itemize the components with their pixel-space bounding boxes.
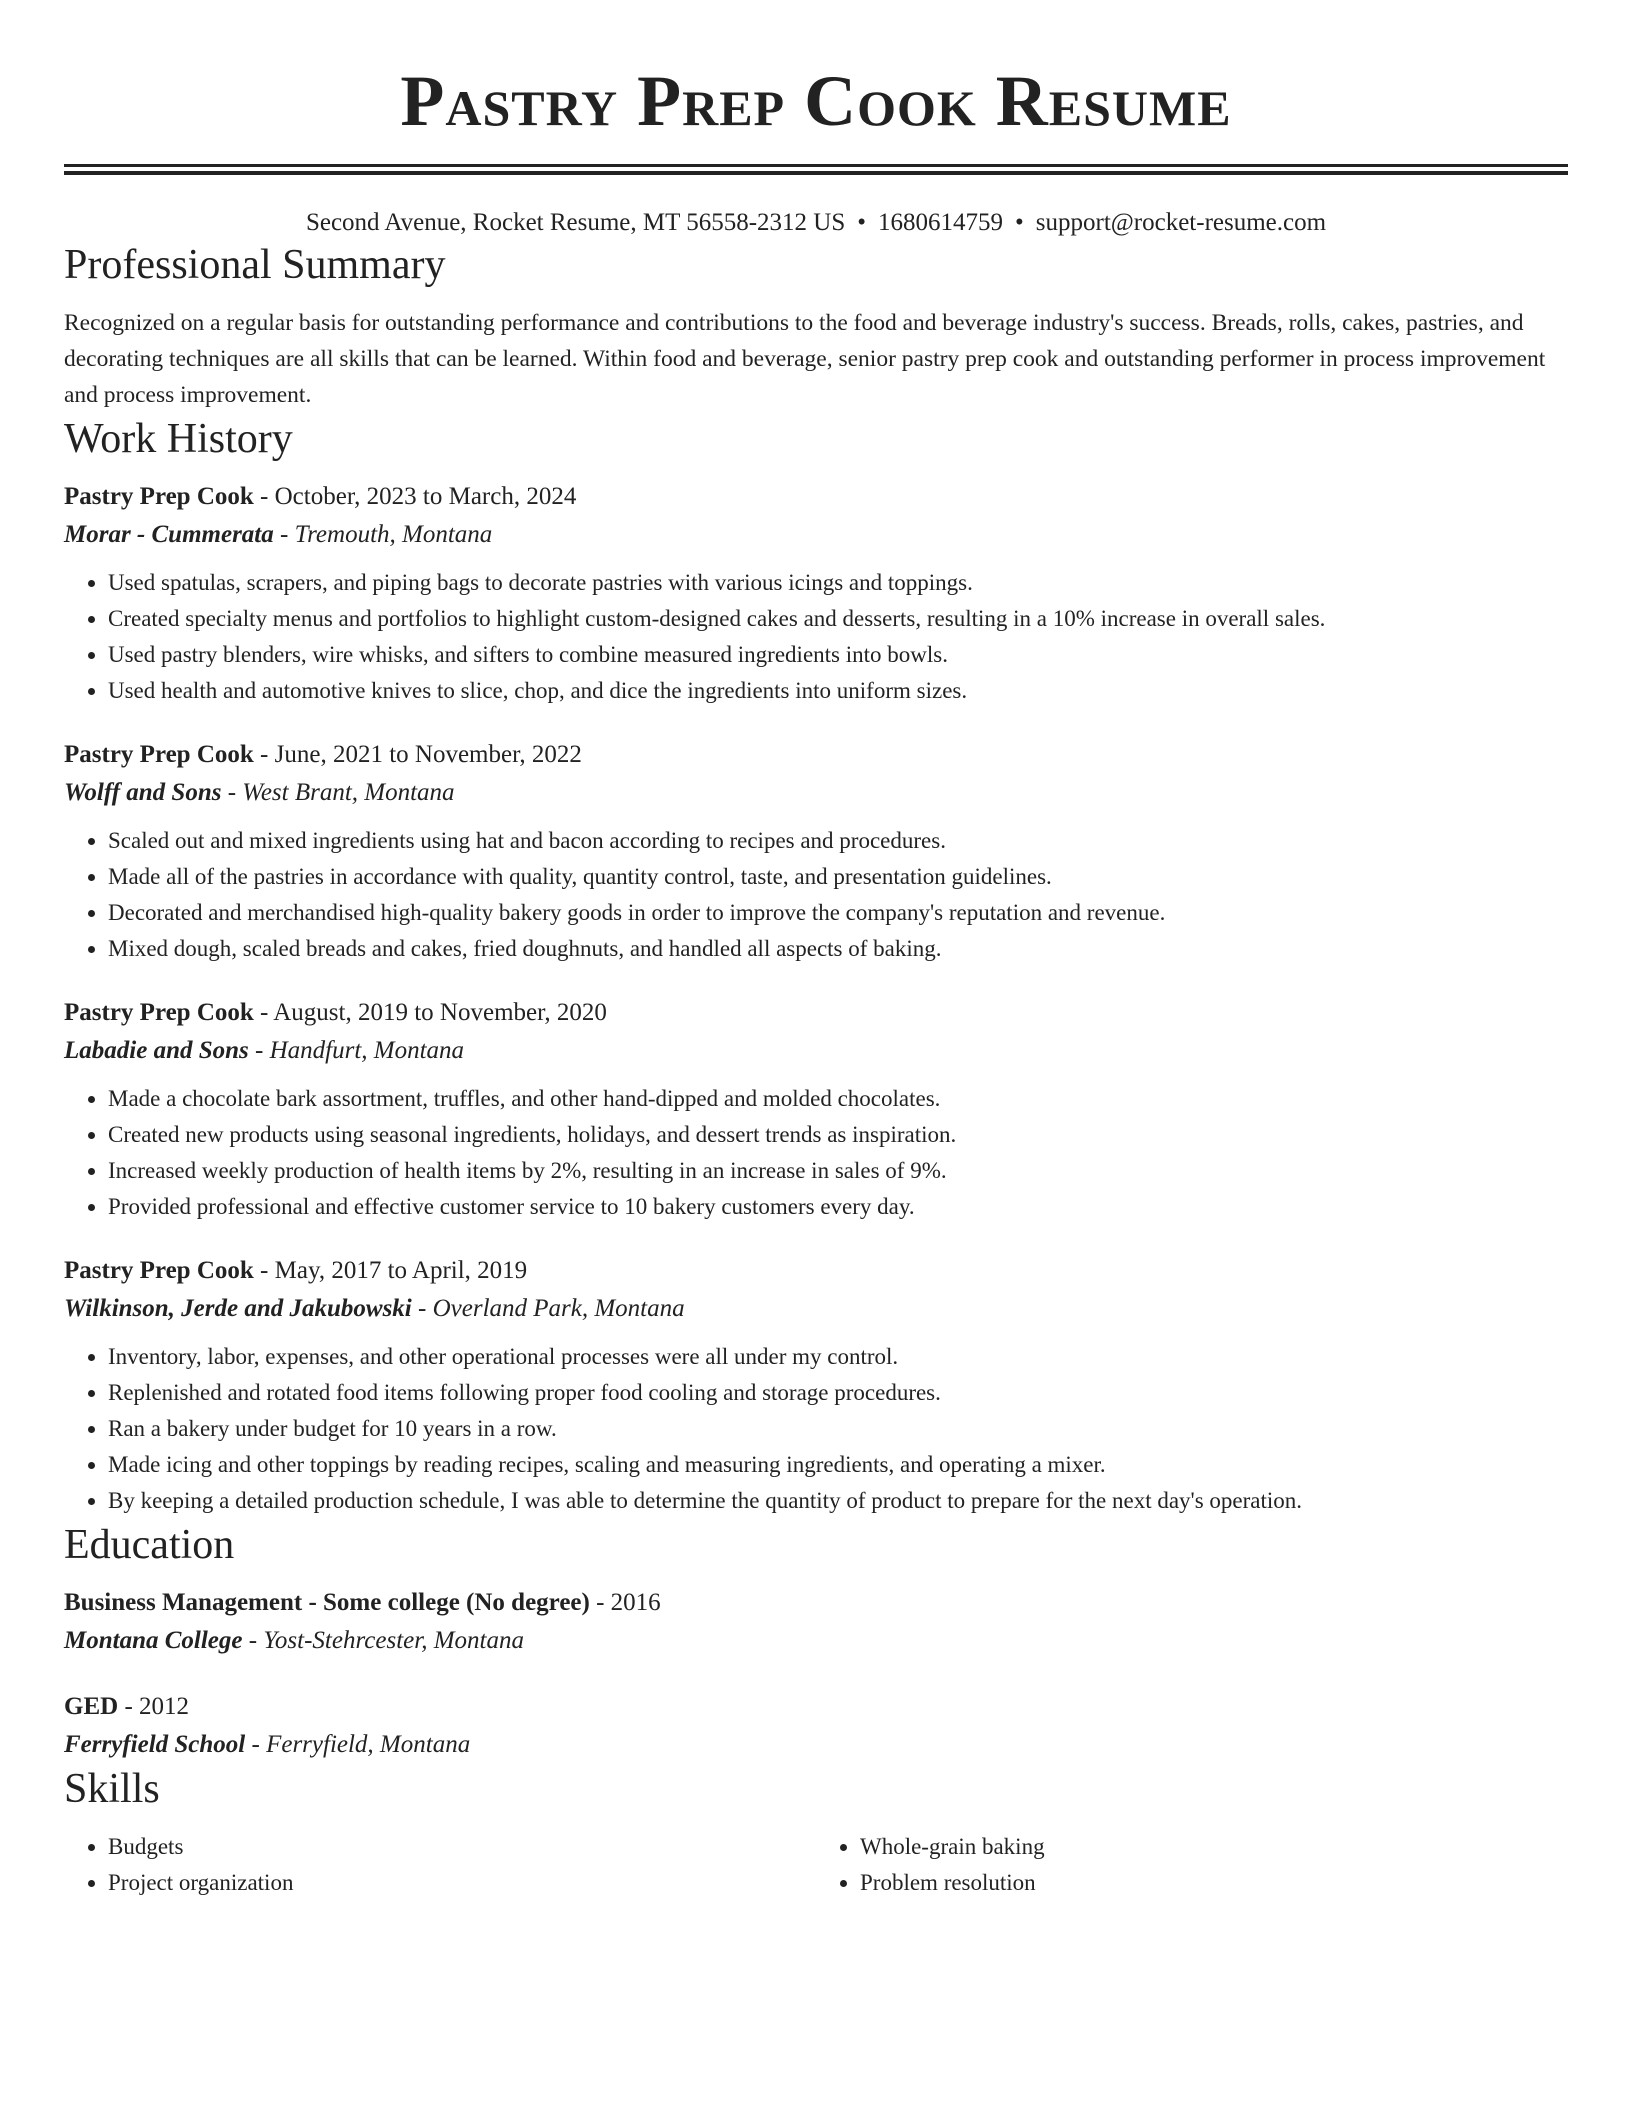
education-year: - 2016 [589, 1589, 661, 1616]
education-entry [64, 1585, 1568, 1659]
skills-heading: Skills [64, 1766, 160, 1812]
education-location: - Yost-Stehrcester, Montana [242, 1627, 524, 1654]
summary-text: Recognized on a regular basis for outstanding performance and contributions to the food and beverage industry's success. Breads, rolls, cakes, pastries, and decorating techniques are all skills that can be learned. Within food and beverage, senior pastry prep cook and outstanding performer in process improvement and process improvement. [64, 310, 1546, 408]
job-dates: - June, 2021 to November, 2022 [253, 741, 582, 768]
job-bullet: • Provided professional and effective customer service to 10 bakery customers every day. [108, 1189, 1568, 1225]
education-school-line [64, 1623, 1568, 1659]
job-bullet: • Created specialty menus and portfolios to highlight custom-designed cakes and desserts, resulting in a 10% increase in overall sales. [108, 601, 1568, 637]
job-title-line [64, 479, 1568, 515]
job-company: Labadie and Sons [64, 1037, 249, 1064]
job-bullet: • Inventory, labor, expenses, and other operational processes were all under my control. [108, 1339, 1568, 1375]
job-title-line [64, 995, 1568, 1031]
title-divider [64, 164, 1568, 175]
skill-item: • Problem resolution [860, 1865, 1568, 1901]
job-title: Pastry Prep Cook [64, 741, 254, 768]
job-entry [64, 995, 1568, 1225]
contact-address: Second Avenue, Rocket Resume, MT 56558-2312 US [305, 209, 846, 236]
contact-line [64, 207, 1568, 239]
job-company: Morar - Cummerata [64, 521, 274, 548]
education-year: - 2012 [118, 1693, 190, 1720]
job-dates: - August, 2019 to November, 2020 [253, 999, 607, 1026]
education-degree-line [64, 1585, 1568, 1621]
job-location: - Tremouth, Montana [273, 521, 493, 548]
work-history-heading: Work History [64, 416, 293, 462]
summary-heading: Professional Summary [64, 242, 446, 288]
job-entry [64, 479, 1568, 709]
job-location: - West Brant, Montana [221, 779, 455, 806]
job-bullet: • Mixed dough, scaled breads and cakes, fried doughnuts, and handled all aspects of baking. [108, 931, 1568, 967]
job-title: Pastry Prep Cook [64, 1257, 254, 1284]
job-company: Wolff and Sons [64, 779, 222, 806]
job-bullet: • Made all of the pastries in accordance with quality, quantity control, taste, and presentation guidelines. [108, 859, 1568, 895]
job-bullet: • Used spatulas, scrapers, and piping bags to decorate pastries with various icings and toppings. [108, 565, 1568, 601]
job-company-line [64, 1033, 1568, 1069]
education-location: - Ferryfield, Montana [245, 1731, 471, 1758]
job-company-line [64, 775, 1568, 811]
skill-item: • Whole-grain baking [860, 1829, 1568, 1865]
job-dates: - October, 2023 to March, 2024 [253, 483, 577, 510]
skill-item: • Budgets [108, 1829, 816, 1865]
job-bullets [64, 823, 1568, 967]
job-title-line [64, 1253, 1568, 1289]
job-location: - Handfurt, Montana [248, 1037, 465, 1064]
job-bullet: • Ran a bakery under budget for 10 years in a row. [108, 1411, 1568, 1447]
resume-title: Pastry Prep Cook Resume [400, 61, 1232, 141]
contact-separator: • [1015, 209, 1024, 236]
job-title: Pastry Prep Cook [64, 999, 254, 1026]
contact-separator: • [857, 209, 866, 236]
job-bullets [64, 1339, 1568, 1519]
job-bullets [64, 565, 1568, 709]
job-dates: - May, 2017 to April, 2019 [253, 1257, 528, 1284]
job-bullet: • Made a chocolate bark assortment, truffles, and other hand-dipped and molded chocolates. [108, 1081, 1568, 1117]
education-school-line [64, 1727, 1568, 1763]
job-company-line [64, 517, 1568, 553]
job-bullet: • Used pastry blenders, wire whisks, and sifters to combine measured ingredients into bowls. [108, 637, 1568, 673]
job-bullet: • Increased weekly production of health items by 2%, resulting in an increase in sales of 9%. [108, 1153, 1568, 1189]
job-location: - Overland Park, Montana [411, 1295, 685, 1322]
education-degree: Business Management - Some college (No degree) [64, 1589, 590, 1616]
job-bullet: • Decorated and merchandised high-quality bakery goods in order to improve the company's reputation and revenue. [108, 895, 1568, 931]
education-entry [64, 1689, 1568, 1763]
job-bullet: • Used health and automotive knives to slice, chop, and dice the ingredients into uniform sizes. [108, 673, 1568, 709]
skills-column-left [64, 1829, 816, 1901]
education-heading: Education [64, 1522, 235, 1568]
contact-email: support@rocket-resume.com [1035, 209, 1327, 236]
education-school: Montana College [64, 1627, 243, 1654]
job-bullets [64, 1081, 1568, 1225]
skills-list [64, 1829, 1568, 1901]
education-school: Ferryfield School [64, 1731, 246, 1758]
skills-column-right [816, 1829, 1568, 1901]
job-entry [64, 1253, 1568, 1519]
job-title: Pastry Prep Cook [64, 483, 254, 510]
education-degree: GED [64, 1693, 119, 1720]
job-bullet: • Created new products using seasonal ingredients, holidays, and dessert trends as inspiration. [108, 1117, 1568, 1153]
job-bullet: • Scaled out and mixed ingredients using hat and bacon according to recipes and procedures. [108, 823, 1568, 859]
job-bullet: • Made icing and other toppings by reading recipes, scaling and measuring ingredients, and operating a mixer. [108, 1447, 1568, 1483]
job-bullet: • By keeping a detailed production schedule, I was able to determine the quantity of product to prepare for the next day's operation. [108, 1483, 1568, 1519]
job-entry [64, 737, 1568, 967]
job-title-line [64, 737, 1568, 773]
education-degree-line [64, 1689, 1568, 1725]
skill-item: • Project organization [108, 1865, 816, 1901]
job-company: Wilkinson, Jerde and Jakubowski [64, 1295, 412, 1322]
job-company-line [64, 1291, 1568, 1327]
job-bullet: • Replenished and rotated food items following proper food cooling and storage procedures. [108, 1375, 1568, 1411]
contact-phone: 1680614759 [878, 209, 1003, 236]
